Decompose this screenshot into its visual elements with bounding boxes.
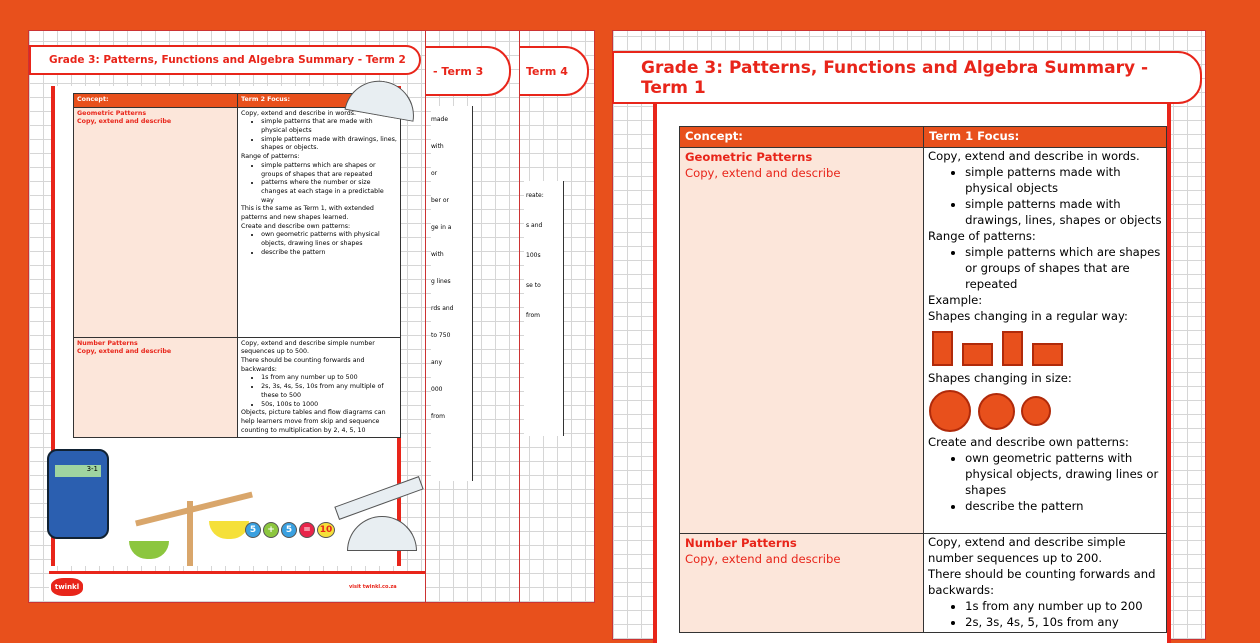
- table-row: Number Patterns Copy, extend and describe Copy, extend and describe simple number sequences up to 500. There should be counting forwards and backwards: • 1s from any number up to 500 • 2s, 3s, 4s, 5s, 10s from any multiple of these to 500 • 50s, 100s to 1000 Objects, picture tables and flow diagrams can help learners move from skip and sequence counting to multiplication by 2, 4, 5, 10: [74, 337, 401, 438]
- coin: 5: [245, 522, 261, 538]
- small-circle-shape: [1021, 396, 1051, 426]
- term2-title: Grade 3: Patterns, Functions and Algebra Summary - Term 2: [29, 45, 421, 75]
- twinkl-logo: twinkl: [51, 578, 83, 596]
- coin: =: [299, 522, 315, 538]
- tall-rectangle-shape: [1002, 331, 1023, 366]
- coin: +: [263, 522, 279, 538]
- balance-scale-illustration: [129, 481, 259, 566]
- footer-url: visit twinkl.co.za: [349, 584, 397, 590]
- tall-rectangle-shape: [932, 331, 953, 366]
- calculator-display: 3-1: [55, 465, 101, 477]
- term2-table: [73, 93, 401, 438]
- coin: 5: [281, 522, 297, 538]
- term3-title: - Term 3: [411, 46, 511, 96]
- term1-page: [612, 30, 1206, 640]
- table-row: Geometric Patterns Copy, extend and describe Copy, extend and describe in words. • simple patterns made with physical objects • simple patterns made with drawings, lines, shapes or objects Range of patterns: • simple patterns which are shapes or groups of shapes that are repeated Example: Shapes changing in a regular way: Shapes changing in size: Create and describe own patterns: • own geometric patterns with physical objects, drawing lines or shapes • describe the pattern: [680, 147, 1167, 533]
- table-header: Concept: Term 1 Focus:: [680, 127, 1167, 148]
- term3-fragments: made with or ber or ge in a with g lines rds and to 750 any 000 from: [431, 106, 473, 481]
- table-row: Geometric Patterns Copy, extend and describe Copy, extend and describe in words. • simple patterns that are made with physical objects • simple patterns made with drawings, lines, shapes or objects. Range of patterns: • simple patterns which are shapes or groups of shapes that are repeated • patterns where the number or size changes at each stage in a predictable way This is the same as Term 1, with extended patterns and new shapes learned. Create and describe own patterns: • own geometric patterns with physical objects, drawing lines or shapes • describe the pattern: [74, 107, 401, 337]
- term2-footer: [49, 571, 425, 601]
- medium-circle-shape: [978, 393, 1015, 430]
- term4-fragments: reate: s and 100s se to from: [524, 181, 564, 436]
- wide-rectangle-shape: [962, 343, 993, 366]
- term2-page: [28, 30, 426, 603]
- wide-rectangle-shape: [1032, 343, 1063, 366]
- coin: 10: [317, 522, 335, 538]
- shapes-regular: [928, 325, 1162, 371]
- term1-table: [679, 126, 1167, 633]
- term1-title: Grade 3: Patterns, Functions and Algebra Summary - Term 1: [612, 51, 1202, 104]
- table-header: Concept: Term 2 Focus:: [74, 94, 401, 108]
- calculator-illustration: [47, 449, 109, 539]
- term3-page: [410, 30, 520, 603]
- table-row: Number Patterns Copy, extend and describe Copy, extend and describe simple number sequences up to 200. There should be counting forwards and backwards: • 1s from any number up to 200 • 2s, 3s, 4s, 5, 10s from any: [680, 533, 1167, 632]
- shapes-size: [928, 387, 1162, 435]
- large-circle-shape: [929, 390, 971, 432]
- term4-title: Term 4: [501, 46, 589, 96]
